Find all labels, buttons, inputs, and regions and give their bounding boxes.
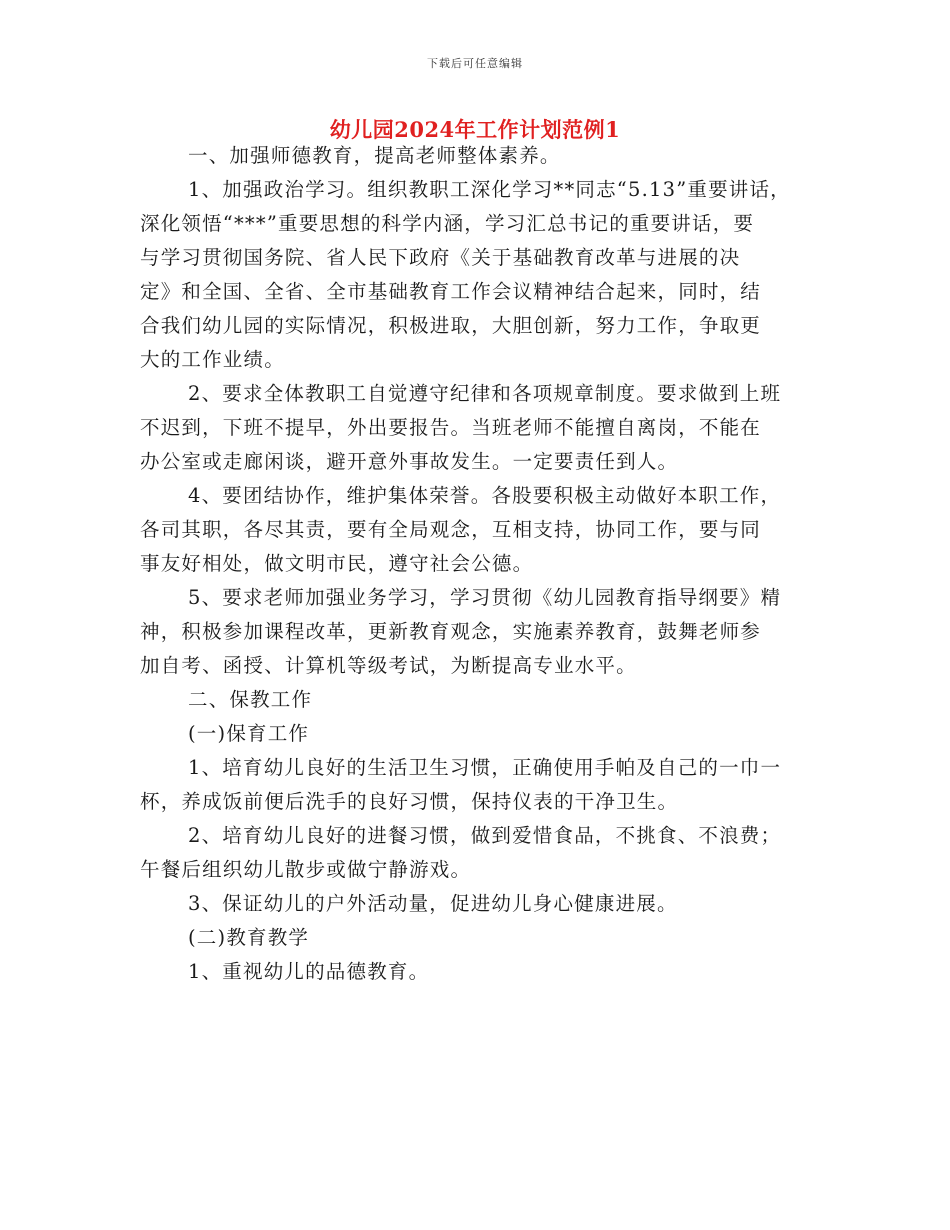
text-line: 二、保教工作: [188, 688, 313, 711]
text-line: 加自考、函授、计算机等级考试，为断提高专业水平。: [140, 654, 637, 677]
text-line: 4、要团结协作，维护集体荣誉。各股要积极主动做好本职工作，: [188, 484, 782, 507]
text-line: (二)教育教学: [188, 926, 310, 949]
text-line: 午餐后组织幼儿散步或做宁静游戏。: [140, 858, 472, 881]
text-line: 1、重视幼儿的品德教育。: [188, 960, 430, 983]
text-line: 定》和全国、全省、全市基础教育工作会议精神结合起来，同时，结: [140, 280, 762, 303]
text-line: 2、培育幼儿良好的进餐习惯，做到爱惜食品，不挑食、不浪费；: [188, 824, 782, 847]
document-title: 幼儿园2024年工作计划范例1: [329, 117, 621, 142]
text-line: 与学习贯彻国务院、省人民下政府《关于基础教育改革与进展的决: [140, 246, 741, 269]
text-line: 办公室或走廊闲谈，避开意外事故发生。一定要责任到人。: [140, 450, 679, 473]
text-line: 大的工作业绩。: [140, 348, 285, 371]
document-body: [140, 139, 810, 989]
body-paragraphs: [140, 139, 810, 989]
text-line: 深化领悟“***”重要思想的科学内涵，学习汇总书记的重要讲话，要: [140, 212, 755, 235]
text-line: 神，积极参加课程改革，更新教育观念，实施素养教育，鼓舞老师参: [140, 620, 762, 643]
text-line: 各司其职，各尽其责，要有全局观念，互相支持，协同工作，要与同: [140, 518, 762, 541]
text-line: 不迟到，下班不提早，外出要报告。当班老师不能擅自离岗，不能在: [140, 416, 762, 439]
text-line: 事友好相处，做文明市民，遵守社会公德。: [140, 552, 534, 575]
text-line: 2、要求全体教职工自觉遵守纪律和各项规章制度。要求做到上班: [188, 382, 782, 405]
text-line: 一、加强师德教育，提高老师整体素养。: [188, 144, 561, 167]
text-line: 3、保证幼儿的户外活动量，促进幼儿身心健康进展。: [188, 892, 678, 915]
text-line: (一)保育工作: [188, 722, 310, 745]
text-line: 5、要求老师加强业务学习，学习贯彻《幼儿园教育指导纲要》精: [188, 586, 782, 609]
text-line: 杯，养成饭前便后洗手的良好习惯，保持仪表的干净卫生。: [140, 790, 679, 813]
header-note: 下载后可任意编辑: [427, 57, 523, 70]
text-line: 1、加强政治学习。组织教职工深化学习**同志“5.13”重要讲话，: [188, 178, 791, 201]
text-line: 合我们幼儿园的实际情况，积极进取，大胆创新，努力工作，争取更: [140, 314, 762, 337]
text-line: 1、培育幼儿良好的生活卫生习惯，正确使用手帕及自己的一巾一: [188, 756, 782, 779]
